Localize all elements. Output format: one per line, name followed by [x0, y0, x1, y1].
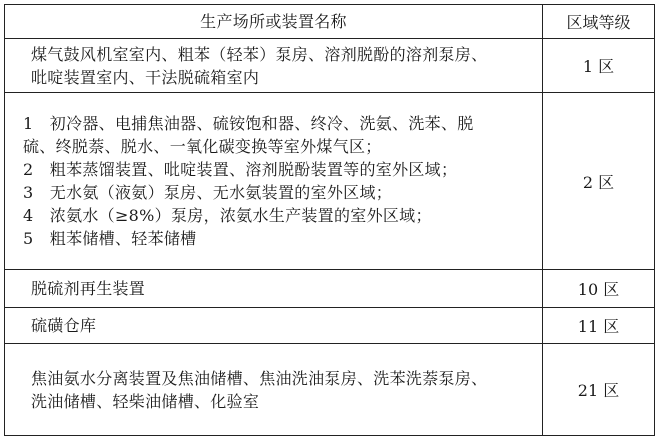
row-zone-cell: 10 区: [577, 280, 620, 299]
row-text-line: 焦油氨水分离装置及焦油储槽、焦油洗油泵房、洗苯洗萘泵房、: [31, 368, 488, 388]
row-name-cell: [5, 270, 543, 307]
hazard-zone-table: [4, 4, 655, 436]
row-text-line: 4 浓氨水（≥8%）泵房，浓氨水生产装置的室外区域；: [23, 206, 432, 225]
header-name-cell: 生产场所或装置名称: [5, 5, 543, 38]
row-text-line: 脱硫剂再生装置: [31, 279, 146, 298]
row-text-line: 2 粗苯蒸馏装置、吡啶装置、溶剂脱酚装置等的室外区域；: [23, 160, 458, 179]
row-zone-cell: 21 区: [577, 381, 620, 400]
row-zone-cell: 1 区: [582, 57, 615, 76]
row-text-line: 5 粗苯储槽、轻苯储槽: [23, 229, 197, 248]
row-zone-cell: 2 区: [582, 172, 615, 192]
row-name-cell: [5, 39, 543, 92]
table-row: [5, 308, 654, 344]
row-text-line: 洗油储槽、轻柴油储槽、化验室: [31, 391, 260, 411]
row-name-cell: [5, 308, 543, 343]
row-name-cell: [5, 93, 543, 269]
table-row: [5, 39, 654, 93]
table-row: [5, 93, 654, 270]
row-text-line: 煤气鼓风机室室内、粗苯（轻苯）泵房、溶剂脱酚的溶剂泵房、: [31, 44, 488, 64]
table-row: [5, 344, 654, 435]
table-row: [5, 270, 654, 308]
header-zone-cell: 区域等级: [566, 13, 631, 32]
row-text-line: 3 无水氨（液氨）泵房、无水氨装置的室外区域；: [23, 183, 393, 202]
row-text-line: 吡啶装置室内、干法脱硫箱室内: [31, 67, 260, 87]
row-text-line: 1 初冷器、电捕焦油器、硫铵饱和器、终冷、洗氨、洗苯、脱: [23, 114, 474, 133]
row-text-line: 硫、终脱萘、脱水、一氧化碳变换等室外煤气区；: [23, 137, 382, 156]
row-name-cell: [5, 344, 543, 435]
table-header-row: [5, 5, 654, 39]
row-zone-cell: 11 区: [577, 317, 620, 336]
row-text-line: 硫磺仓库: [31, 316, 97, 335]
